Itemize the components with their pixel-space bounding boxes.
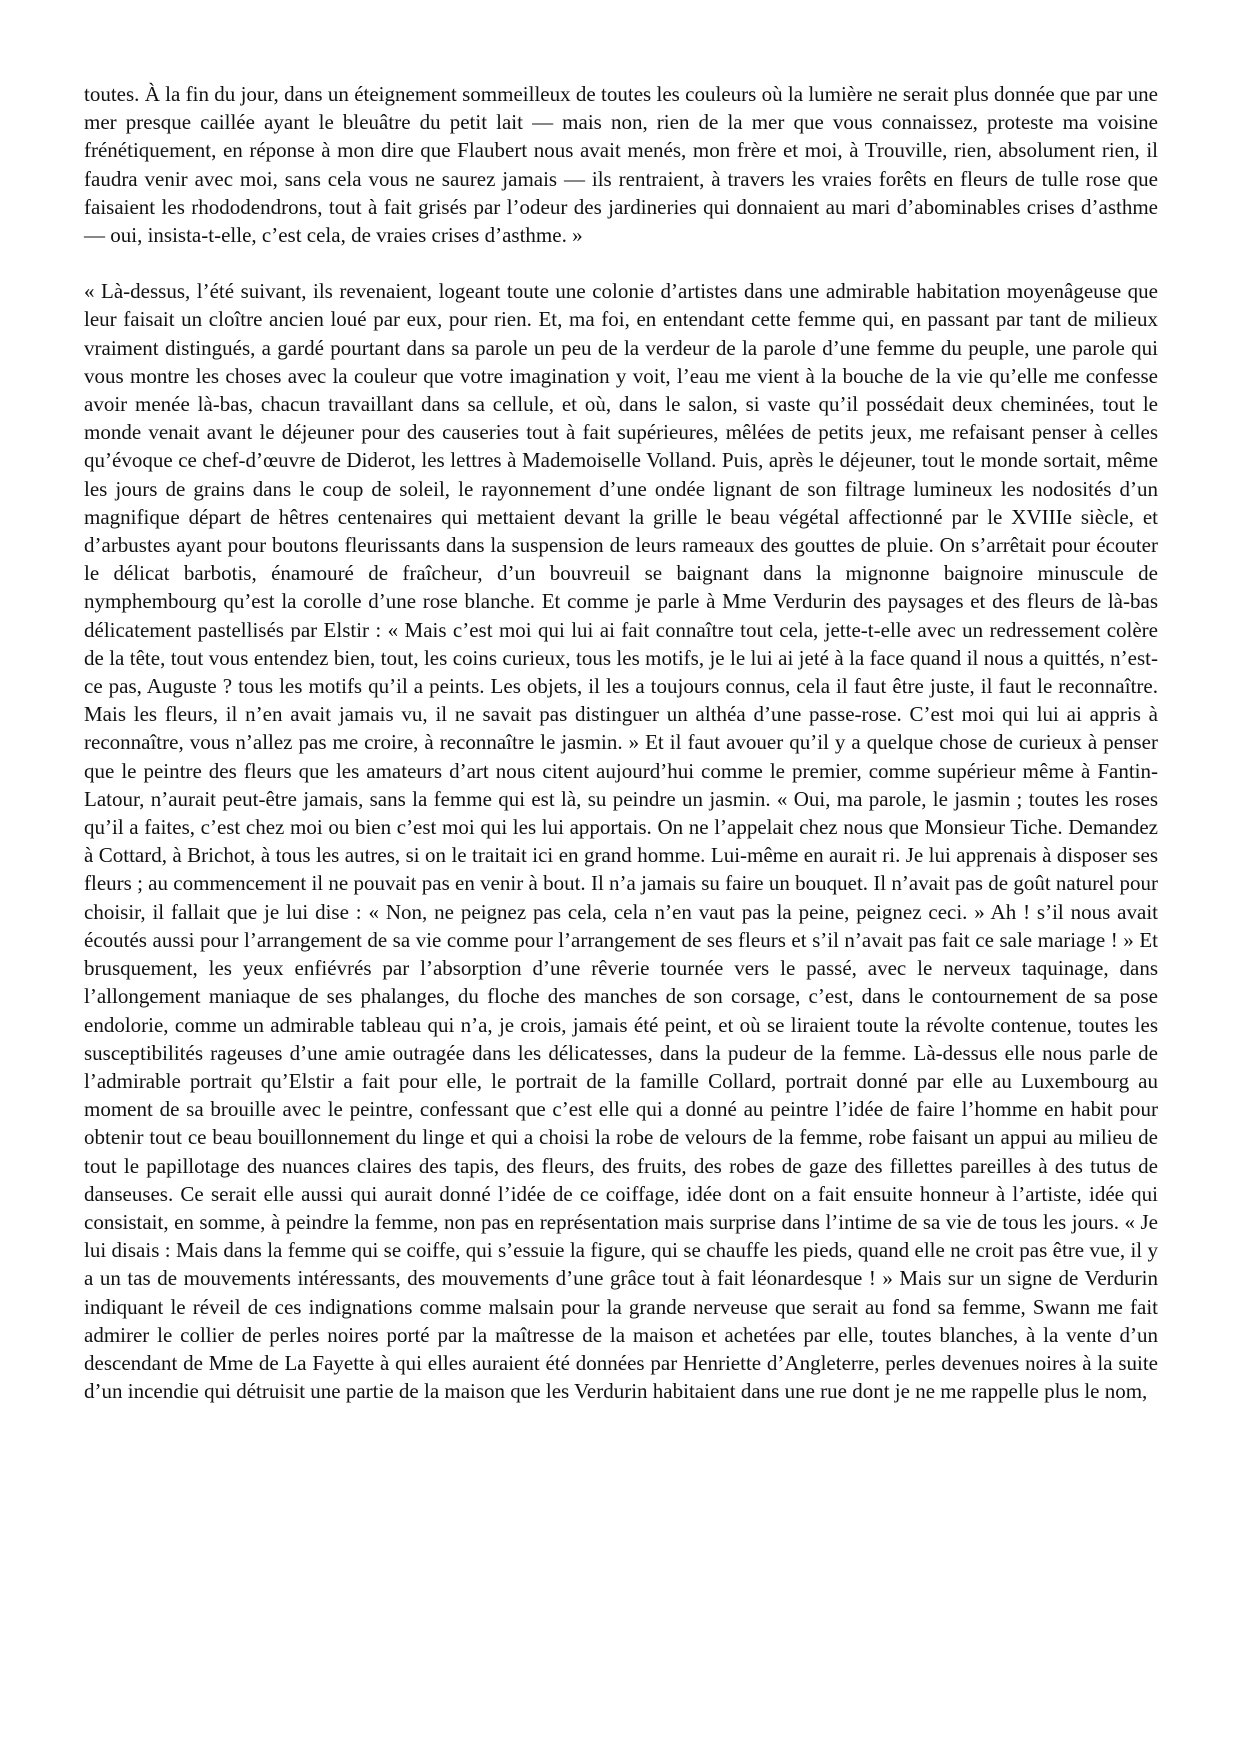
paragraph-2: « Là-dessus, l’été suivant, ils revenaient, logeant toute une colonie d’artistes dans une admirable habitation moyenâgeuse que leur faisait un cloître ancien loué par eux, pour rien. Et, ma foi, en entendant cette femme qui, en passant par tant de milieux vraiment distingués, a gardé pourtant dans sa parole un peu de la verdeur de la parole d’une femme du peuple, une parole qui vous montre les choses avec la couleur que votre imagination y voit, l’eau me vient à la bouche de la vie qu’elle me confesse avoir menée là-bas, chacun travaillant dans sa cellule, et où, dans le salon, si vaste qu’il possédait deux cheminées, tout le monde venait avant le déjeuner pour des causeries tout à fait supérieures, mêlées de petits jeux, me refaisant penser à celles qu’évoque ce chef-d’œuvre de Diderot, les lettres à Mademoiselle Volland. Puis, après le déjeuner, tout le monde sortait, même les jours de grains dans le coup de soleil, le rayonnement d’une ondée lignant de son filtrage lumineux les nodosités d’un magnifique départ de hêtres centenaires qui mettaient devant la grille le beau végétal affectionné par le XVIIIe siècle, et d’arbustes ayant pour boutons fleurissants dans la suspension de leurs rameaux des gouttes de pluie. On s’arrêtait pour écouter le délicat barbotis, énamouré de fraîcheur, d’un bouvreuil se baignant dans la mignonne baignoire minuscule de nymphembourg qu’est la corolle d’une rose blanche. Et comme je parle à Mme Verdurin des paysages et des fleurs de là-bas délicatement pastellisés par Elstir : « Mais c’est moi qui lui ai fait connaître tout cela, jette-t-elle avec un redressement colère de la tête, tout vous entendez bien, tout, les coins curieux, tous les motifs, je le lui ai jeté à la face quand il nous a quittés, n’est-ce pas, Auguste ? tous les motifs qu’il a peints. Les objets, il les a toujours connus, cela il faut être juste, il faut le reconnaître. Mais les fleurs, il n’en avait jamais vu, il ne savait pas distinguer un althéa d’une passe-rose. C’est moi qui lui ai appris à reconnaître, vous n’allez pas me croire, à reconnaître le jasmin. » Et il faut avouer qu’il y a quelque chose de curieux à penser que le peintre des fleurs que les amateurs d’art nous citent aujourd’hui comme le premier, comme supérieur même à Fantin-Latour, n’aurait peut-être jamais, sans la femme qui est là, su peindre un jasmin. « Oui, ma parole, le jasmin ; toutes les roses qu’il a faites, c’est chez moi ou bien c’est moi qui les lui apportais. On ne l’appelait chez nous que Monsieur Tiche. Demandez à Cottard, à Brichot, à tous les autres, si on le traitait ici en grand homme. Lui-même en aurait ri. Je lui apprenais à disposer ses fleurs ; au commencement il ne pouvait pas en venir à bout. Il n’a jamais su faire un bouquet. Il n’avait pas de goût naturel pour choisir, il fallait que je lui dise : « Non, ne peignez pas cela, cela n’en vaut pas la peine, peignez ceci. » Ah ! s’il nous avait écoutés aussi pour l’arrangement de sa vie comme pour l’arrangement de ses fleurs et s’il n’avait pas fait ce sale mariage ! » Et brusquement, les yeux enfiévrés par l’absorption d’une rêverie tournée vers le passé, avec le nerveux taquinage, dans l’allongement maniaque de ses phalanges, du floche des manches de son corsage, c’est, dans le contournement de sa pose endolorie, comme un admirable tableau qui n’a, je crois, jamais été peint, et où se liraient toute la révolte contenue, toutes les susceptibilités rageuses d’une amie outragée dans les délicatesses, dans la pudeur de la femme. Là-dessus elle nous parle de l’admirable portrait qu’Elstir a fait pour elle, le portrait de la famille Collard, portrait donné par elle au Luxembourg au moment de sa brouille avec le peintre, confessant que c’est elle qui a donné au peintre l’idée de faire l’homme en habit pour obtenir tout ce beau bouillonnement du linge et qui a choisi la robe de velours de la femme, robe faisant un appui au milieu de tout le papillotage des nuances claires des tapis, des fleurs, des fruits, des robes de gaze des fillettes pareilles à des tutus de danseuses. Ce serait elle aussi qui aurait donné l’idée de ce coiffage, idée dont on a fait ensuite honneur à l’artiste, idée qui consistait, en somme, à peindre la femme, non pas en représentation mais surprise dans l’intime de sa vie de tous les jours. « Je lui disais : Mais dans la femme qui se coiffe, qui s’essuie la figure, qui se chauffe les pieds, quand elle ne croit pas être vue, il y a un tas de mouvements intéressants, des mouvements d’une grâce tout à fait léonardesque ! » Mais sur un signe de Verdurin indiquant le réveil de ces indignations comme malsain pour la grande nerveuse que serait au fond sa femme, Swann me fait admirer le collier de perles noires porté par la maîtresse de la maison et achetées par elle, toutes blanches, à la vente d’un descendant de Mme de La Fayette à qui elles auraient été données par Henriette d’Angleterre, perles devenues noires à la suite d’un incendie qui détruisit une partie de la maison que les Verdurin habitaient dans une rue dont je ne me rappelle plus le nom, (84, 279, 1158, 1404)
document-page (84, 80, 1158, 1405)
paragraph-1: toutes. À la fin du jour, dans un éteignement sommeilleux de toutes les couleurs où la lumière ne serait plus donnée que par une mer presque caillée ayant le bleuâtre du petit lait — mais non, rien de la mer que vous connaissez, proteste ma voisine frénétiquement, en réponse à mon dire que Flaubert nous avait menés, mon frère et moi, à Trouville, rien, absolument rien, il faudra venir avec moi, sans cela vous ne saurez jamais — ils rentraient, à travers les vraies forêts en fleurs de tulle rose que faisaient les rhododendrons, tout à fait grisés par l’odeur des jardineries qui donnaient au mari d’abominables crises d’asthme — oui, insista-t-elle, c’est cela, de vraies crises d’asthme. » (84, 82, 1158, 248)
